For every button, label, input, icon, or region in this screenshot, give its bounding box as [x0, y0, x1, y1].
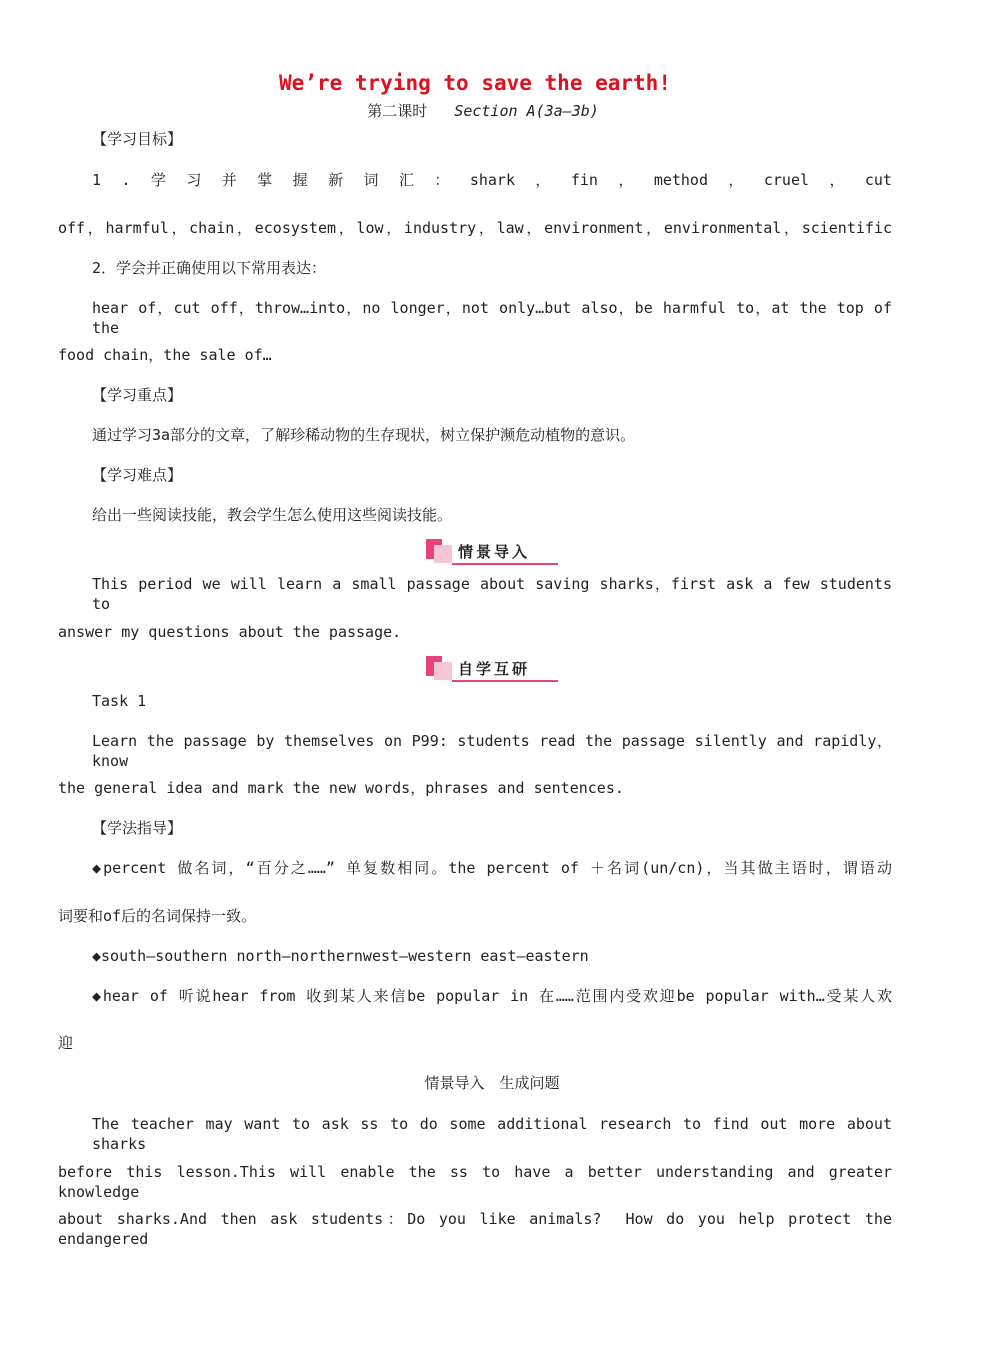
goals-item-1-token: ， [618, 171, 634, 189]
page-subtitle [0, 101, 966, 121]
task-line-2: the general idea and mark the new words，phrases and sentences. [58, 779, 624, 797]
key-points-text: 通过学习3a部分的文章，了解珍稀动物的生存现状，树立保护濒危动植物的意识。 [92, 426, 636, 444]
guide-bullet-1-cont: 词要和of后的名词保持一致。 [58, 907, 257, 925]
guide-bullet-3-cont: 迎 [58, 1034, 74, 1052]
goals-item-1-token: 并 [221, 171, 237, 189]
scene-line-1: The teacher may want to ask ss to do some additional research to find out more about sharks [92, 1115, 892, 1153]
goals-heading: 【学习目标】 [92, 130, 183, 148]
guide-bullet-1: ◆percent 做名词，“百分之……” 单复数相同。the percent of ＋名词(un/cn)，当其做主语时，谓语动 [92, 859, 892, 877]
section-banner-selfstudy [426, 656, 558, 682]
guide-heading: 【学法指导】 [92, 819, 183, 837]
goals-item-2: 2．学会并正确使用以下常用表达： [92, 259, 327, 277]
intro-line-1: This period we will learn a small passage about saving sharks，first ask a few students to [92, 575, 892, 613]
guide-bullet-2: ◆south—southern north—northernwest—western east—eastern [92, 947, 589, 965]
goals-item-1-token: 新 [328, 171, 344, 189]
section-banner-intro [426, 539, 558, 565]
goals-item-1 [92, 170, 892, 190]
intro-line-2: answer my questions about the passage. [58, 623, 402, 641]
scene-heading: 情景导入 生成问题 [424, 1074, 560, 1092]
guide-bullet-3: ◆hear of 听说hear from 收到某人来信be popular in 在……范围内受欢迎be popular with…受某人欢 [92, 987, 892, 1005]
key-points-heading: 【学习重点】 [92, 386, 183, 404]
goals-item-1-token: 1 [92, 171, 102, 189]
goals-item-2-expressions-cont: food chain，the sale of… [58, 346, 272, 364]
goals-item-2-expressions: hear of，cut off，throw…into，no longer，not only…but also，be harmful to，at the top of the [92, 299, 892, 337]
task-line-1: Learn the passage by themselves on P99: students read the passage silently and rapidly，know [92, 732, 892, 770]
banner-label: 自学互研 [458, 660, 531, 678]
goals-item-1-continued: off，harmful，chain，ecosystem，low，industry，law，environment，environmental，scientific [58, 219, 892, 237]
scene-line-2: before this lesson.This will enable the ss to have a better understanding and greater knowledge [58, 1163, 892, 1201]
scene-line-3: about sharks.And then ask students：Do you like animals? How do you help protect the endangered [58, 1210, 892, 1248]
goals-item-1-token: 习 [186, 171, 202, 189]
lesson-label: 第二课时 [367, 102, 428, 120]
goals-item-1-token: ， [728, 171, 744, 189]
goals-item-1-token: 汇 [398, 171, 414, 189]
banner-square-icon [434, 662, 452, 680]
difficulties-heading: 【学习难点】 [92, 466, 183, 484]
goals-item-1-token: cut [864, 171, 892, 189]
goals-item-1-token: shark [469, 171, 515, 189]
goals-item-1-token: 握 [292, 171, 308, 189]
goals-item-1-token: method [653, 171, 708, 189]
banner-label: 情景导入 [458, 543, 531, 561]
banner-square-icon [434, 545, 452, 563]
goals-item-1-token: 掌 [257, 171, 273, 189]
goals-item-1-token: cruel [763, 171, 810, 189]
goals-item-1-token: fin [570, 171, 598, 189]
difficulties-text: 给出一些阅读技能，教会学生怎么使用这些阅读技能。 [92, 506, 453, 524]
page-title: We’re trying to save the earth! [279, 71, 671, 95]
goals-item-1-token: ， [535, 171, 551, 189]
goals-item-1-token: ， [829, 171, 845, 189]
section-label: Section A(3a—3b) [454, 102, 599, 120]
goals-item-1-token: 学 [150, 171, 166, 189]
task-label: Task 1 [92, 692, 147, 710]
banner-rule [452, 680, 558, 682]
goals-item-1-token: 词 [363, 171, 379, 189]
banner-rule [452, 563, 558, 565]
goals-item-1-token: ： [434, 171, 450, 189]
goals-item-1-token: . [121, 171, 131, 189]
